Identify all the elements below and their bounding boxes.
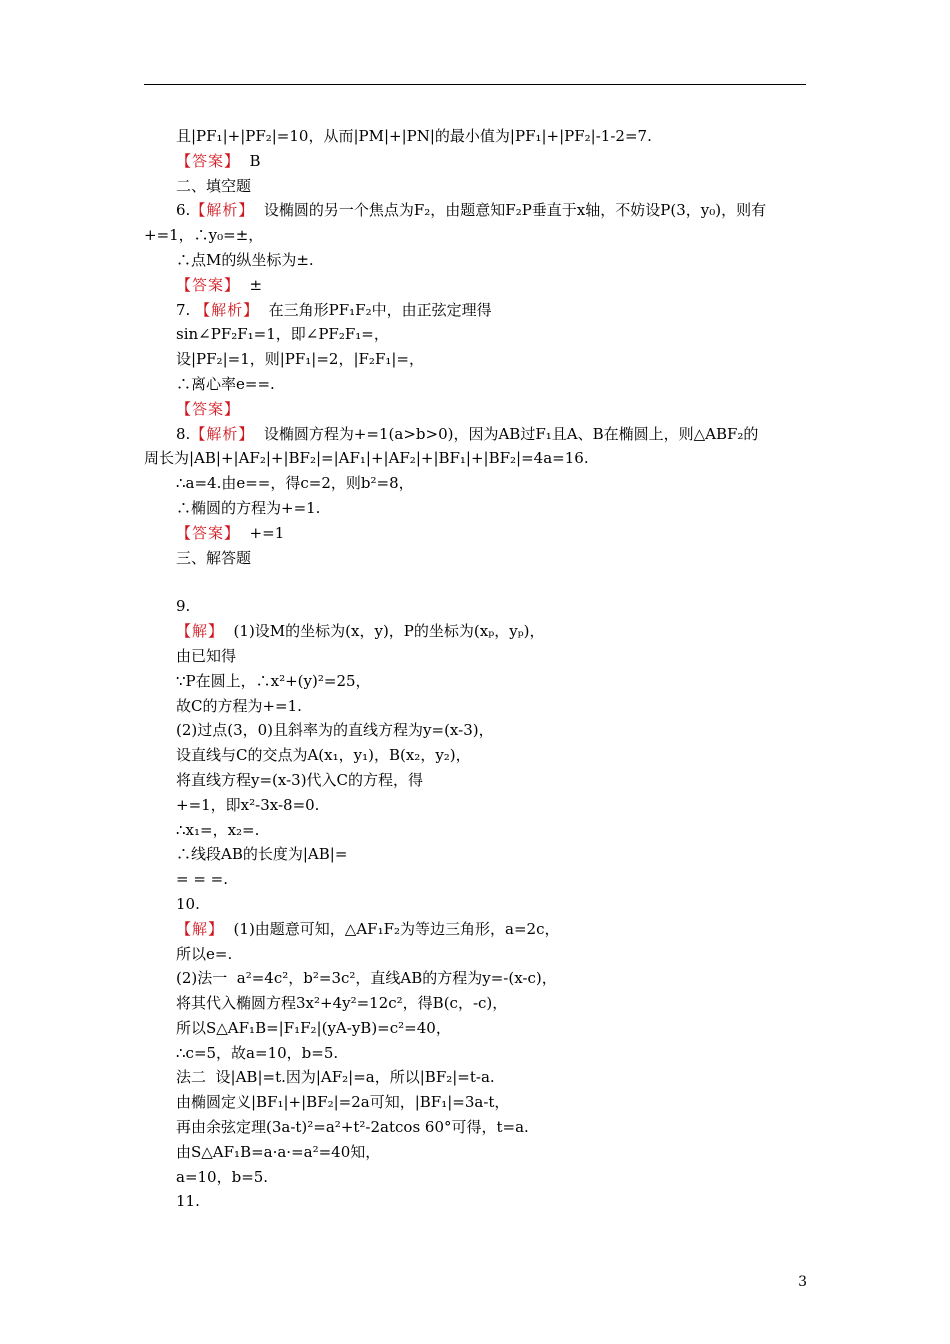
line-text: ∴点M的纵坐标为±.	[176, 250, 314, 269]
text-line	[144, 1140, 806, 1165]
text-line	[144, 768, 806, 793]
answer-tag: 【解】	[176, 919, 225, 938]
line-text: 由S△AF₁B=a·a·=a²=40知，	[176, 1142, 381, 1161]
answer-tag: 【解】	[176, 622, 225, 641]
text-line	[144, 669, 806, 694]
text-line	[144, 991, 806, 1016]
text-line	[144, 743, 806, 768]
line-text: +=1，∴y₀=±，	[144, 226, 264, 245]
line-text: +=1，即x²-3x-8=0.	[176, 795, 320, 814]
text-line	[144, 867, 806, 892]
answer-tag: 【解析】	[190, 424, 255, 443]
line-text: 设椭圆方程为+=1(a>b>0)，因为AB过F₁且A、B在椭圆上，则△ABF₂的	[254, 424, 759, 443]
line-text: 10.	[176, 894, 200, 913]
line-text: 故C的方程为+=1.	[176, 696, 302, 715]
text-line	[144, 1115, 806, 1140]
text-line	[144, 422, 806, 447]
text-line	[144, 793, 806, 818]
text-line	[144, 966, 806, 991]
line-text: 设椭圆的另一个焦点为F₂，由题意知F₂P垂直于x轴，不妨设P(3，y₀)，则有	[254, 201, 767, 220]
line-text: B	[240, 151, 261, 170]
text-line	[144, 471, 806, 496]
text-line	[144, 174, 806, 199]
text-line	[144, 397, 806, 422]
text-line	[144, 446, 806, 471]
blank-line	[144, 570, 806, 594]
header-rule	[144, 84, 806, 85]
text-line	[144, 842, 806, 867]
text-line	[144, 1189, 806, 1214]
text-line	[144, 149, 806, 174]
text-line	[144, 496, 806, 521]
line-text: ∴c=5，故a=10，b=5.	[176, 1043, 339, 1062]
line-text: ±	[240, 275, 263, 294]
line-text: ∴椭圆的方程为+=1.	[176, 498, 321, 517]
text-line	[144, 1065, 806, 1090]
text-line	[144, 892, 806, 917]
text-line	[144, 372, 806, 397]
item-number: 7.	[176, 300, 196, 319]
text-line	[144, 273, 806, 298]
text-line	[144, 223, 806, 248]
answer-tag: 【解析】	[190, 201, 255, 220]
line-text: (2)过点(3，0)且斜率为的直线方程为y=(x-3)，	[176, 721, 494, 740]
line-text: 由椭圆定义|BF₁|+|BF₂|=2a可知，|BF₁|=3a-t，	[176, 1093, 510, 1112]
line-text: = = =.	[176, 870, 229, 889]
line-text: ∴离心率e==.	[176, 374, 275, 393]
line-text: sin∠PF₂F₁=1，即∠PF₂F₁=，	[176, 325, 389, 344]
line-text: 将直线方程y=(x-3)代入C的方程，得	[176, 770, 424, 789]
line-text: 所以S△AF₁B=|F₁F₂|(yA-yB)=c²=40，	[176, 1018, 451, 1037]
page-number: 3	[798, 1274, 807, 1290]
text-line	[144, 198, 806, 223]
line-text: 由已知得	[176, 646, 237, 665]
line-text: ∴a=4.由e==，得c=2，则b²=8，	[176, 474, 414, 493]
line-text: ∴x₁=，x₂=.	[176, 820, 260, 839]
line-text: 设直线与C的交点为A(x₁，y₁)，B(x₂，y₂)，	[176, 746, 471, 765]
text-line	[144, 1090, 806, 1115]
item-number: 8.	[176, 424, 191, 443]
line-text: 将其代入椭圆方程3x²+4y²=12c²，得B(c，-c)，	[176, 994, 508, 1013]
line-text: ∴线段AB的长度为|AB|=	[176, 845, 348, 864]
text-line	[144, 248, 806, 273]
line-text: 所以e=.	[176, 944, 233, 963]
answer-tag: 【答案】	[176, 275, 241, 294]
line-text: 法二 设|AB|=t.因为|AF₂|=a，所以|BF₂|=t-a.	[176, 1068, 495, 1087]
text-line	[144, 322, 806, 347]
text-line	[144, 917, 806, 942]
text-line	[144, 546, 806, 571]
text-line	[144, 521, 806, 546]
line-text: (2)法一 a²=4c²，b²=3c²，直线AB的方程为y=-(x-c)，	[176, 969, 557, 988]
text-line	[144, 124, 806, 149]
text-line	[144, 818, 806, 843]
text-line	[144, 694, 806, 719]
answer-tag: 【解析】	[195, 300, 260, 319]
text-line	[144, 942, 806, 967]
text-line	[144, 1165, 806, 1190]
line-text: +=1	[240, 523, 285, 542]
answer-tag: 【答案】	[176, 151, 241, 170]
text-line	[144, 1016, 806, 1041]
line-text: a=10，b=5.	[176, 1167, 269, 1186]
line-text: 二、填空题	[176, 176, 252, 195]
text-line	[144, 594, 806, 619]
text-line	[144, 1041, 806, 1066]
answer-tag: 【答案】	[176, 399, 241, 418]
text-line	[144, 347, 806, 372]
line-text: (1)由题意可知，△AF₁F₂为等边三角形，a=2c，	[224, 919, 560, 938]
line-text: (1)设M的坐标为(x，y)，P的坐标为(xₚ，yₚ)，	[224, 622, 545, 641]
line-text: 9.	[176, 597, 191, 616]
item-number: 6.	[176, 201, 191, 220]
line-text: ∵P在圆上，∴x²+(y)²=25，	[176, 671, 371, 690]
line-text: 周长为|AB|+|AF₂|+|BF₂|=|AF₁|+|AF₂|+|BF₁|+|BF₂|=4a=16.	[144, 449, 589, 468]
line-text: 设|PF₂|=1，则|PF₁|=2，|F₂F₁|=，	[176, 350, 424, 369]
line-text: 11.	[176, 1192, 200, 1211]
line-text: 在三角形PF₁F₂中，由正弦定理得	[259, 300, 492, 319]
document-body	[144, 124, 806, 1214]
answer-tag: 【答案】	[176, 523, 241, 542]
text-line	[144, 718, 806, 743]
line-text: 再由余弦定理(3a-t)²=a²+t²-2atcos 60°可得，t=a.	[176, 1118, 529, 1137]
line-text: 三、解答题	[176, 548, 252, 567]
text-line	[144, 298, 806, 323]
line-text: 且|PF₁|+|PF₂|=10，从而|PM|+|PN|的最小值为|PF₁|+|PF₂|-1-2=7.	[176, 127, 652, 145]
text-line	[144, 644, 806, 669]
text-line	[144, 619, 806, 644]
